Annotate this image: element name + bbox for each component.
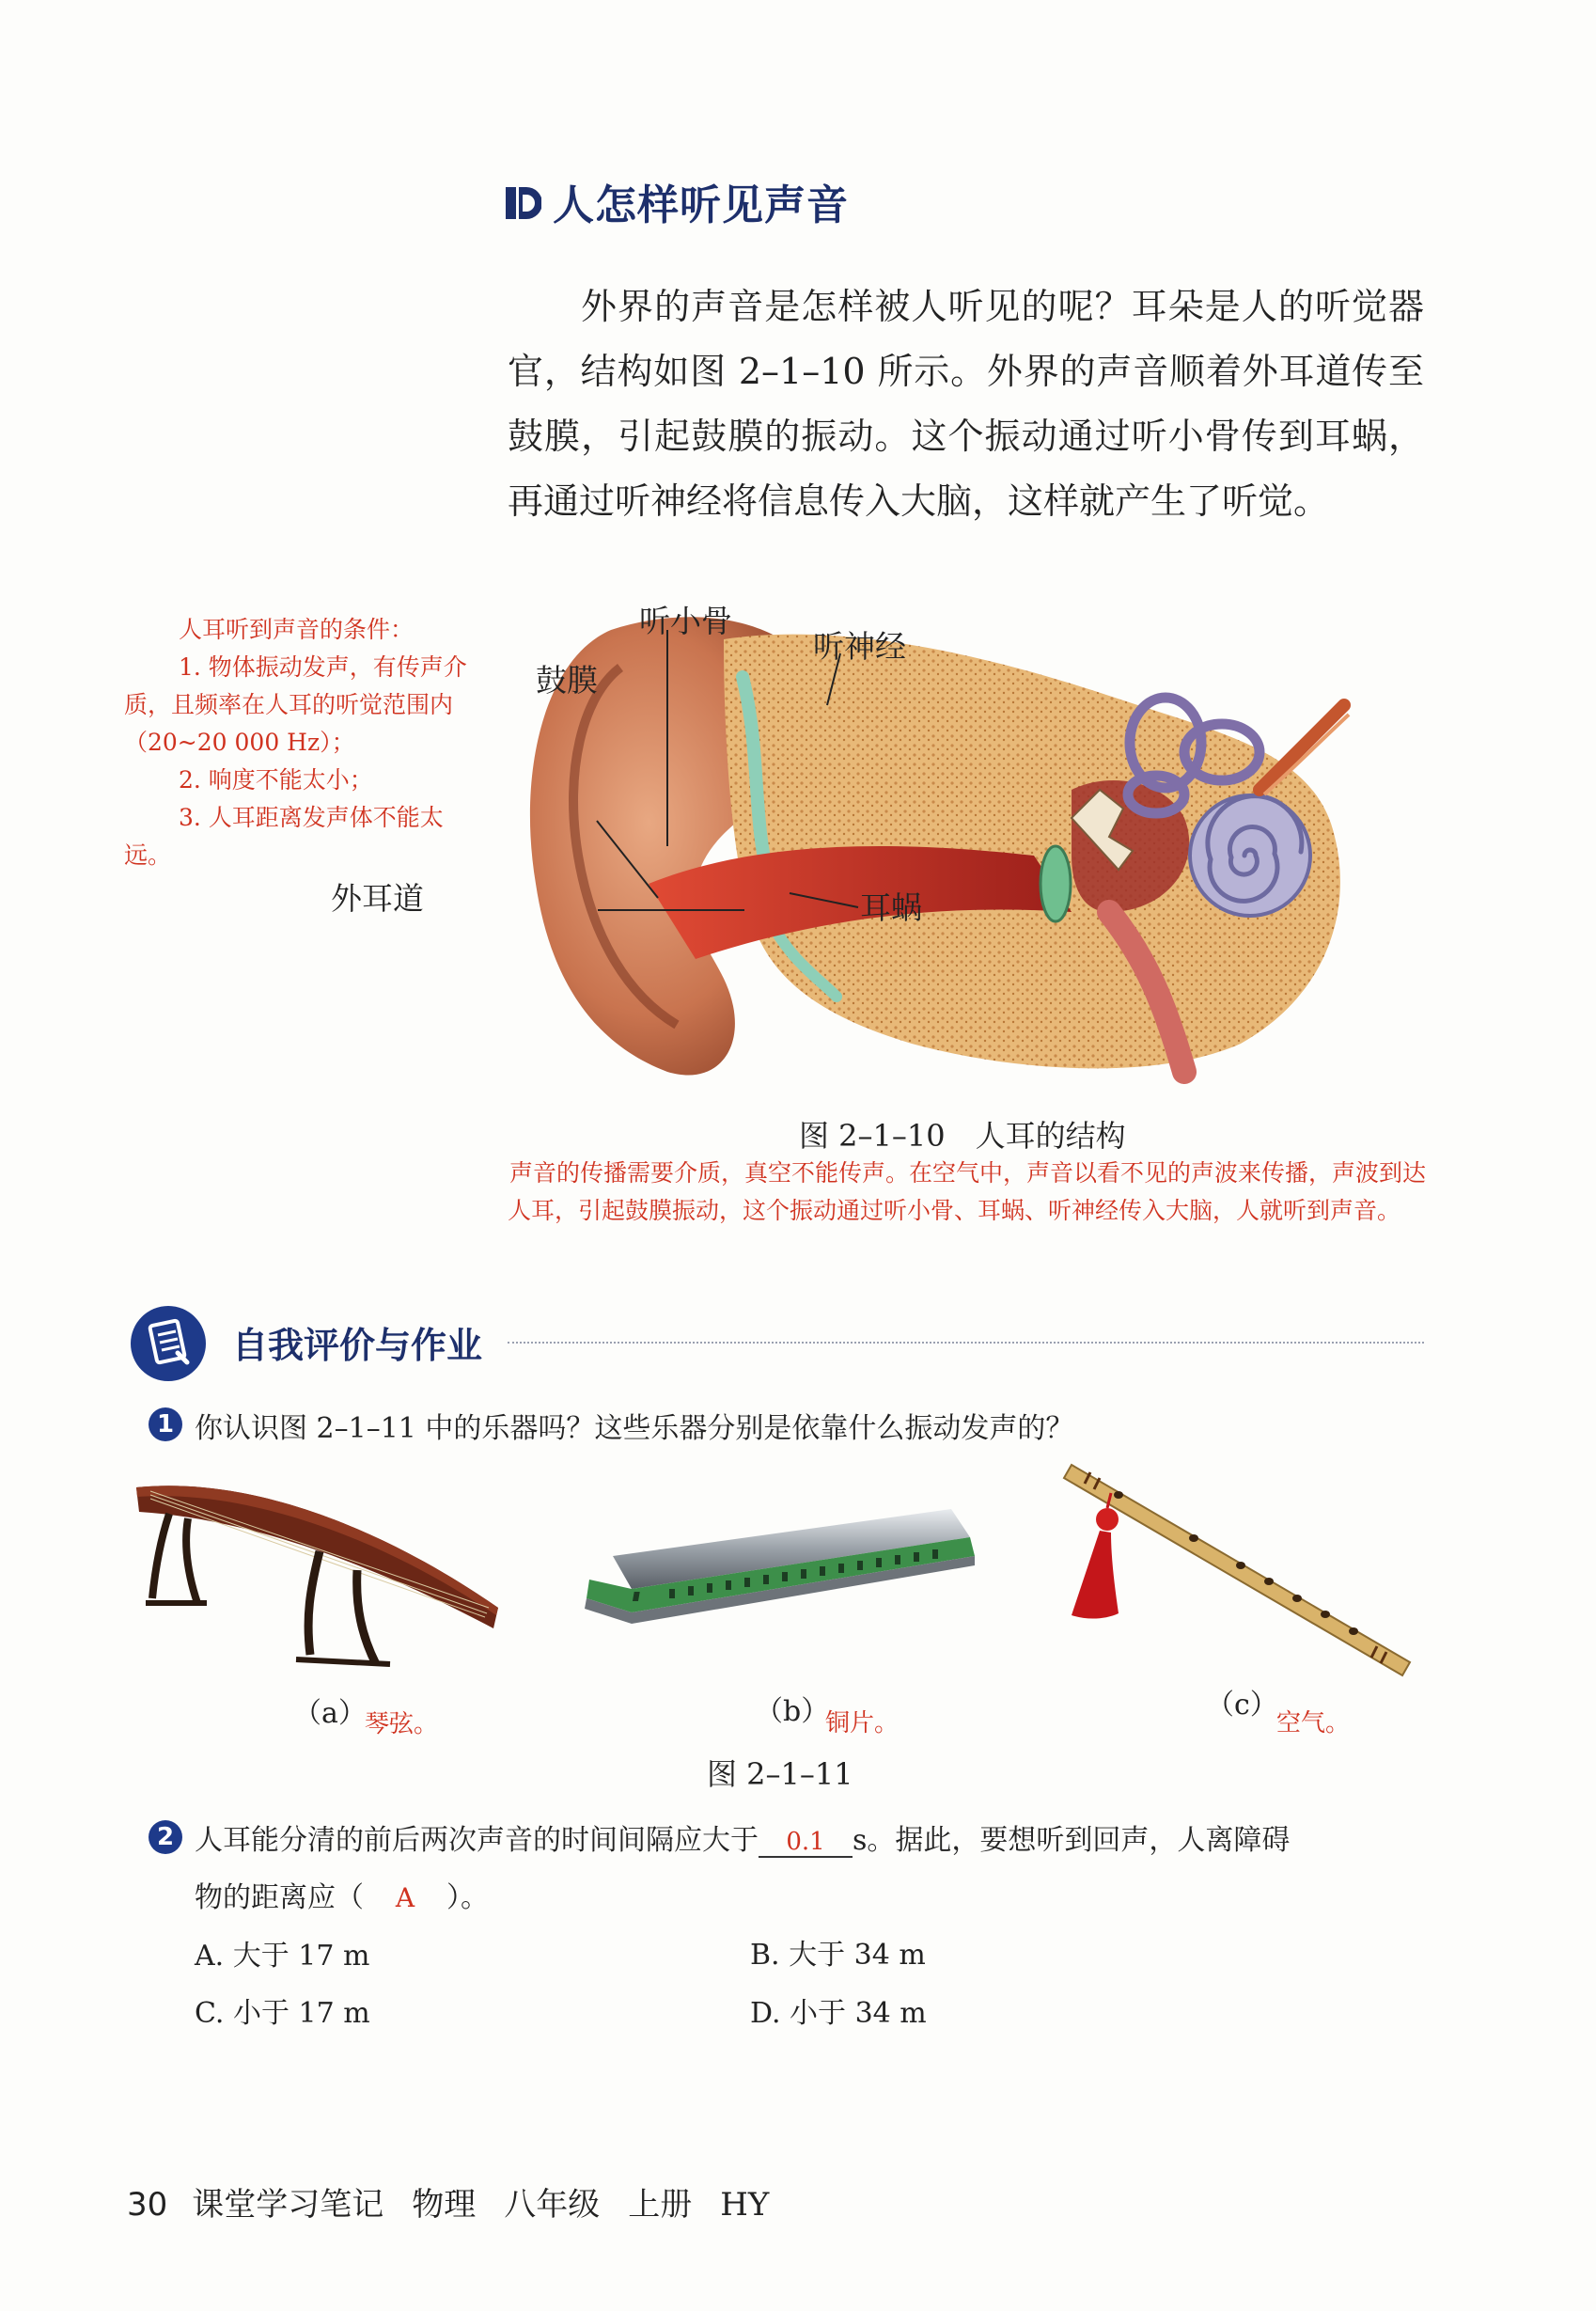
evaluation-title: 自我评价与作业 [232, 1325, 483, 1366]
flute-image [1053, 1455, 1419, 1690]
question-number-1: 1 [149, 1407, 182, 1441]
ear-annotation: 声音的传播需要介质，真空不能传声。在空气中，声音以看不见的声波来传播，声波到达人耳，引起鼓膜振动，这个振动通过听小骨、耳蜗、听神经传入大脑，人就听到声音。 [508, 1159, 1427, 1224]
question-number-2: 2 [149, 1820, 182, 1854]
side-note-item-2: 2. 响度不能太小； [179, 766, 373, 794]
option-c: C. 小于 17 m [195, 1997, 370, 2030]
label-auditory-nerve: 听神经 [813, 628, 906, 665]
figure-caption-ear: 图 2–1–10 人耳的结构 [799, 1118, 1126, 1154]
instrument-answer-c: 空气。 [1276, 1709, 1351, 1737]
ear-structure-figure [331, 602, 1429, 1109]
instrument-answer-a: 琴弦。 [365, 1710, 439, 1738]
question-2-text-before: 人耳能分清的前后两次声音的时间间隔应大于 [195, 1824, 759, 1857]
harmonica-image [575, 1500, 979, 1650]
side-note-item-1: 1. 物体振动发声，有传声介质，且频率在人耳的听觉范围内（20~20 000 Hz）； [124, 653, 467, 756]
option-b: B. 大于 34 m [750, 1939, 926, 1972]
label-cochlea: 耳蜗 [860, 889, 922, 926]
label-ossicles: 听小骨 [639, 603, 732, 639]
footer-grade: 八年级 [504, 2186, 601, 2224]
question-2-line-1 [195, 1816, 1435, 1858]
section-marker-icon [506, 185, 541, 221]
footer-volume: 上册 [628, 2186, 693, 2224]
question-2-line2-before: 物的距离应（ [195, 1881, 364, 1914]
question-2-line2-after: ）。 [446, 1881, 489, 1914]
divider [508, 1342, 1424, 1344]
side-note-title: 人耳听到声音的条件： [179, 616, 415, 643]
side-note-item-3: 3. 人耳距离发声体不能太远。 [124, 804, 444, 869]
footer-subject: 物理 [412, 2186, 477, 2224]
instrument-label-a: （a） [293, 1697, 367, 1730]
label-eardrum: 鼓膜 [536, 662, 598, 699]
footer-edition: HY [720, 2186, 770, 2224]
instrument-answer-b: 铜片。 [825, 1709, 900, 1737]
page-number: 30 [127, 2186, 168, 2224]
label-ear-canal: 外耳道 [331, 880, 424, 917]
figure-caption-instruments: 图 2–1–11 [707, 1756, 853, 1792]
ear-illustration [508, 602, 1429, 1109]
instrument-label-c: （c） [1206, 1689, 1278, 1721]
section-title: 人怎样听见声音 [553, 181, 849, 229]
instrument-label-b: （b） [755, 1695, 830, 1728]
option-a: A. 大于 17 m [195, 1940, 370, 1973]
option-d: D. 小于 34 m [750, 1997, 927, 2030]
answer-blank: 0.1 [759, 1828, 853, 1858]
question-1-text: 你认识图 2–1–11 中的乐器吗？这些乐器分别是依靠什么振动发声的？ [195, 1412, 1074, 1445]
side-note [124, 611, 472, 874]
choice-answer: A [395, 1882, 415, 1913]
footer-book: 课堂学习笔记 [192, 2186, 384, 2224]
question-2-text-after: s。据此，要想听到回声，人离障碍 [853, 1824, 1291, 1857]
question-2-line-2 [195, 1874, 489, 1915]
guzheng-image [132, 1467, 508, 1683]
homework-icon [129, 1304, 208, 1383]
page-footer [127, 2178, 769, 2225]
body-paragraph: 外界的声音是怎样被人听见的呢？耳朵是人的听觉器官，结构如图 2–1–10 所示。外界的声音顺着外耳道传至鼓膜，引起鼓膜的振动。这个振动通过听小骨传到耳蜗，再通过听神经将信息传入大脑，这样就产生了听觉。 [508, 286, 1424, 522]
